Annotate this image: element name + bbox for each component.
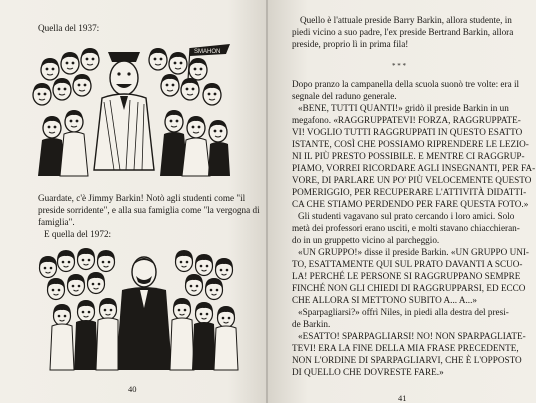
right-line-13: VORE, DI PARLARE UN PO' PIÙ VELOCEMENTE QUESTO <box>292 175 532 185</box>
right-line-1: Quello è l'attuale preside Barry Barkin, allora studente, in <box>300 15 512 25</box>
right-line-18: do in un gruppetto vicino al parcheggio. <box>292 235 440 245</box>
right-line-20: TO, ESATTAMENTE QUI SUL PRATO DAVANTI A SCUO- <box>292 259 523 269</box>
right-line-19: «UN GRUPPO!» disse il preside Barkin. «UN GRUPPO UNI- <box>298 247 529 257</box>
section-break: * * * <box>392 62 406 70</box>
right-line-7: «BENE, TUTTI QUANTI!» gridò il preside Barkin in un <box>298 103 509 113</box>
right-line-17: metà dei professori erano usciti, e molti stavano chiacchieran- <box>292 223 520 233</box>
caption-1972: E quella del 1972: <box>44 229 112 239</box>
page-number-left: 40 <box>128 383 137 394</box>
caption-1937: Quella del 1937: <box>38 23 100 33</box>
right-line-8: megafono. «RAGGRUPPATEVI! FORZA, RAGGRUPPATE- <box>292 115 521 125</box>
right-line-11: NI IL PIÙ PRESTO POSSIBILE. E MENTRE CI RAGGRUP- <box>292 151 525 161</box>
illustration-1972-class-photo <box>34 246 244 376</box>
right-line-22: FINCHÉ NON GLI CHIEDI DI RAGGRUPPARSI, ED ECCO <box>292 283 526 293</box>
illustration-1937-class-photo <box>30 40 238 180</box>
right-line-29: DI QUELLO CHE DOVRESTE FARE.» <box>292 367 444 377</box>
right-line-3: preside, proprio lì in prima fila! <box>292 39 409 49</box>
left-para-line-1: Guardate, c'è Jimmy Barkin! Notò agli studenti come "il <box>38 193 246 203</box>
right-line-9: VI! VOGLIO TUTTI RAGGRUPPATI IN QUESTO ESATTO <box>292 127 523 137</box>
right-line-2: piedi vicino a suo padre, l'ex preside Bertrand Barkin, allora <box>292 27 514 37</box>
right-line-12: PIAMO, VORREI RICORDARE AGLI INSEGNANTI, PER FA- <box>292 163 536 173</box>
right-line-28: NON L'ORDINE DI SPARPAGLIARVI, CHE È L'OPPOSTO <box>292 355 522 365</box>
right-line-27: TEVI! ERA LA FINE DELLA MIA FRASE PRECEDENTE, <box>292 343 519 353</box>
right-line-6: segnale del raduno generale. <box>292 91 397 101</box>
right-line-23: CHE ALLORA SI METTONO SUBITO A... A...» <box>292 295 477 305</box>
right-line-10: ISTANTE, COSÌ CHE POSSIAMO RIPRENDERE LE LEZIO- <box>292 139 529 149</box>
page-number-right: 41 <box>398 392 407 403</box>
right-line-21: LA! PERCHÉ LE PERSONE SI RAGGRUPPANO SEMPRE <box>292 271 521 281</box>
left-para-line-2: preside sorridente", e alla sua famiglia come "la vergogna di <box>38 205 260 215</box>
right-line-15: CA CHE STIAMO PERDENDO PER FARE QUESTA FOTO.» <box>292 199 529 209</box>
right-line-25: de Barkin. <box>292 319 331 329</box>
banner-text: SMAHON <box>194 49 221 55</box>
right-line-26: «ESATTO! SPARPAGLIARSI! NO! NON SPARPAGLIATE- <box>298 331 526 341</box>
right-line-16: Gli studenti vagavano sul prato cercando i loro amici. Solo <box>298 211 515 221</box>
right-line-24: «Sparpagliarsi?» offrì Niles, in piedi alla destra del presi- <box>298 307 509 317</box>
right-line-14: POMERIGGIO, PER RECUPERARE L'ATTIVITÀ DIDATTI- <box>292 187 527 197</box>
left-para-line-3: famiglia". <box>38 217 75 227</box>
right-line-5: Dopo pranzo la campanella della scuola suonò tre volte: era il <box>292 79 520 89</box>
right-page <box>268 0 536 403</box>
